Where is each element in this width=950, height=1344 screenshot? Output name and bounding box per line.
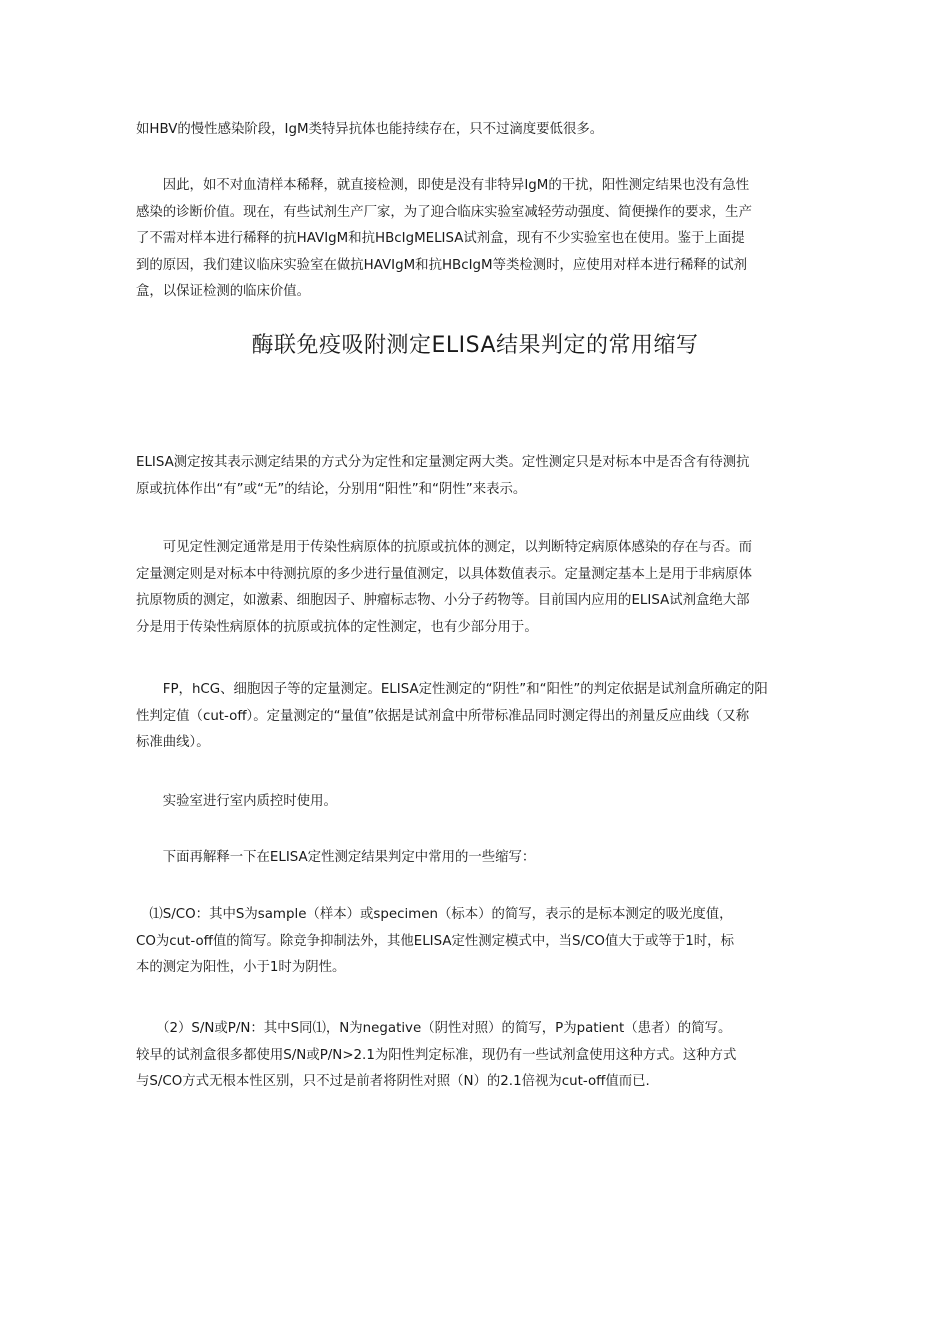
text-line: 分是用于传染性病原体的抗原或抗体的定性测定，也有少部分用于。	[136, 619, 538, 635]
text-line: 到的原因，我们建议临床实验室在做抗HAVIgM和抗HBcIgM等类检测时，应使用对样本进行稀释的试剂	[136, 257, 747, 273]
text-line: 较早的试剂盒很多都使用S/N或P/N>2.1为阳性判定标准，现仍有一些试剂盒使用这种方式。这种方式	[136, 1047, 737, 1063]
text-line: ELISA测定按其表示测定结果的方式分为定性和定量测定两大类。定性测定只是对标本中是否含有待测抗	[136, 455, 750, 470]
text-line: 下面再解释一下在ELISA定性测定结果判定中常用的一些缩写：	[136, 850, 536, 865]
text-line: CO为cut-off值的简写。除竞争抑制法外，其他ELISA定性测定模式中，当S/CO值大于或等于1时，标	[136, 933, 734, 949]
text-line: ⑴S/CO：其中S为sample（样本）或specimen（标本）的简写，表示的是标本测定的吸光度值，	[136, 907, 733, 922]
paragraph-s-n-p-n	[136, 1016, 816, 1096]
text-line: 因此，如不对血清样本稀释，就直接检测，即使是没有非特异IgM的干扰，阳性测定结果也没有急性	[136, 178, 750, 193]
text-line: 标准曲线）。	[136, 735, 210, 750]
paragraph-qualitative-quantitative	[136, 535, 816, 641]
text-line: 盒，以保证检测的临床价值。	[136, 284, 311, 299]
paragraph-s-co	[136, 902, 816, 982]
text-line: FP，hCG、细胞因子等的定量测定。ELISA定性测定的“阴性”和“阳性”的判定依据是试剂盒所确定的阳	[136, 682, 768, 697]
text-line: 本的测定为阳性，小于1时为阴性。	[136, 960, 346, 975]
paragraph-cutoff	[136, 677, 816, 757]
text-line: 性判定值（cut-off）。定量测定的“量值”依据是试剂盒中所带标准品同时测定得出的剂量反应曲线（又称	[136, 708, 750, 724]
text-line: 原或抗体作出“有”或“无”的结论，分别用“阳性”和“阴性”来表示。	[136, 481, 527, 497]
text-line: 感染的诊断价值。现在，有些试剂生产厂家，为了迎合临床实验室减轻劳动强度、简便操作的要求，生产	[136, 204, 752, 220]
text-line: （2）S/N或P/N：其中S同⑴，N为negative（阴性对照）的简写，P为patient（患者）的简写。	[136, 1021, 732, 1036]
text-line: 如HBV的慢性感染阶段，IgM类特异抗体也能持续存在，只不过滴度要低很多。	[136, 122, 604, 137]
text-line: 与S/CO方式无根本性区别，只不过是前者将阴性对照（N）的2.1倍视为cut-off值而已.	[136, 1074, 650, 1089]
paragraph-serum-dilution	[136, 173, 816, 306]
paragraph-quality-control	[136, 789, 816, 816]
paragraph-hbv-chronic	[136, 117, 816, 144]
text-line: 抗原物质的测定，如激素、细胞因子、肿瘤标志物、小分子药物等。目前国内应用的ELISA试剂盒绝大部	[136, 593, 750, 608]
text-line: 了不需对样本进行稀释的抗HAVIgM和抗HBcIgMELISA试剂盒，现有不少实验室也在使用。鉴于上面提	[136, 231, 745, 246]
text-line: 定量测定则是对标本中待测抗原的多少进行量值测定，以具体数值表示。定量测定基本上是用于非病原体	[136, 566, 752, 582]
text-line: 实验室进行室内质控时使用。	[136, 794, 337, 809]
section-title: 酶联免疫吸附测定ELISA结果判定的常用缩写	[251, 333, 699, 358]
paragraph-elisa-types	[136, 450, 816, 503]
text-line: 可见定性测定通常是用于传染性病原体的抗原或抗体的测定，以判断特定病原体感染的存在与否。而	[136, 540, 752, 555]
paragraph-abbreviations-intro	[136, 845, 816, 872]
